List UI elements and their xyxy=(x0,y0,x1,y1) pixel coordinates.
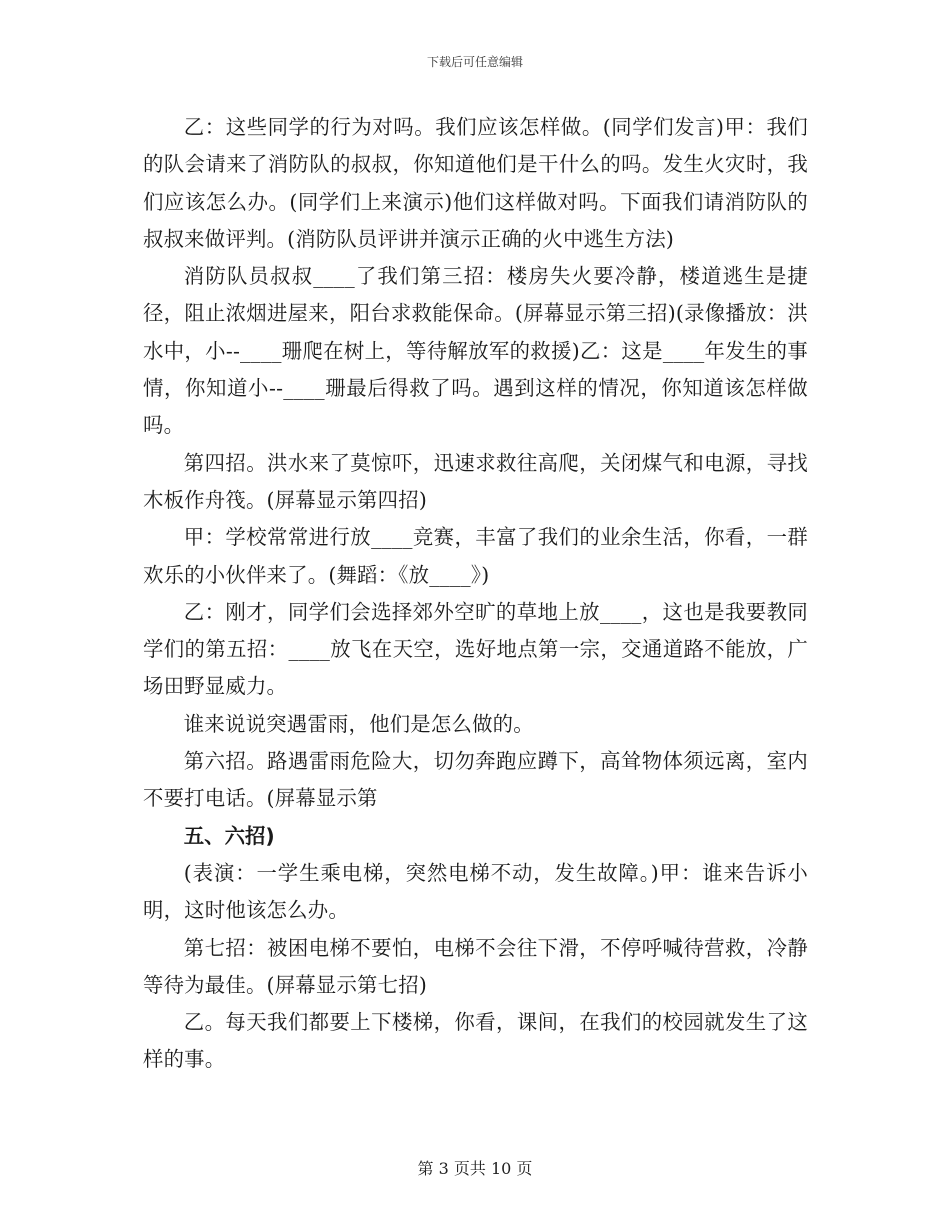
page-header: 下载后可任意编辑 xyxy=(426,55,523,69)
paragraph: 消防队员叔叔____了我们第三招：楼房失火要冷静，楼道逃生是捷径，阻止浓烟进屋来，阳台求救能保命。(屏幕显示第三招)(录像播放：洪水中，小--____珊爬在树上，等待解放军的救援)乙：这是____年发生的事情，你知道小--____珊最后得救了吗。遇到这样的情况，你知道该怎样做吗。 xyxy=(143,264,808,438)
paragraph: (表演：一学生乘电梯，突然电梯不动，发生故障。)甲：谁来告诉小明，这时他该怎么办。 xyxy=(143,860,808,923)
document-body xyxy=(143,109,808,1079)
paragraph: 乙。每天我们都要上下楼梯，你看，课间，在我们的校园就发生了这样的事。 xyxy=(143,1010,808,1072)
paragraph: 第四招。洪水来了莫惊吓，迅速求救往高爬，关闭煤气和电源，寻找木板作舟筏。(屏幕显示第四招) xyxy=(143,450,808,512)
paragraph: 第六招。路遇雷雨危险大，切勿奔跑应蹲下，高耸物体须远离，室内不要打电话。(屏幕显示第 xyxy=(143,749,808,811)
paragraph: 谁来说说突遇雷雨，他们是怎么做的。 xyxy=(183,711,534,736)
paragraph: 乙：刚才，同学们会选择郊外空旷的草地上放____，这也是我要教同学们的第五招：____放飞在天空，选好地点第一宗，交通道路不能放，广场田野显威力。 xyxy=(143,599,808,699)
paragraph: 第七招：被困电梯不要怕，电梯不会往下滑，不停呼喊待营救，冷静等待为最佳。(屏幕显示第七招) xyxy=(143,935,808,997)
paragraph: 甲：学校常常进行放____竞赛，丰富了我们的业余生活，你看，一群欢乐的小伙伴来了。(舞蹈：《放____》) xyxy=(143,525,808,587)
section-heading: 五、六招) xyxy=(183,823,275,848)
page-footer: 第 3 页共 10 页 xyxy=(417,1159,533,1178)
paragraph: 乙：这些同学的行为对吗。我们应该怎样做。(同学们发言)甲：我们的队会请来了消防队的叔叔，你知道他们是干什么的吗。发生火灾时，我们应该怎么办。(同学们上来演示)他们这样做对吗。下面我们请消防队的叔叔来做评判。(消防队员评讲并演示正确的火中逃生方法) xyxy=(143,115,808,251)
